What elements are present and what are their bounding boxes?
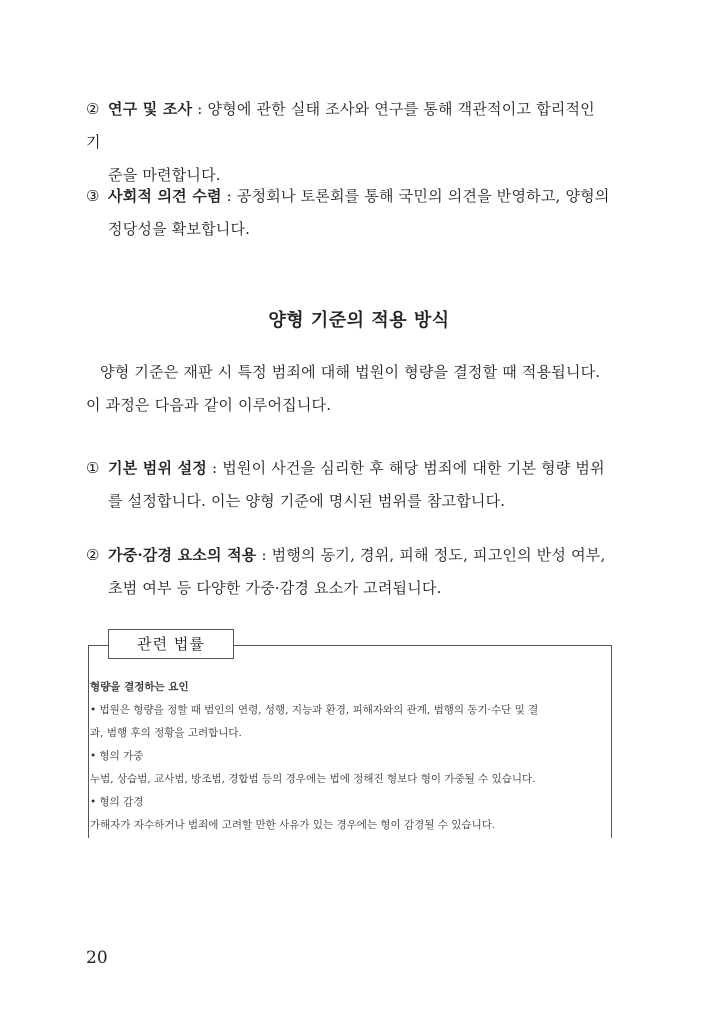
box-line: • 법원은 형량을 정할 때 범인의 연령, 성행, 지능과 환경, 피해자와의 관계, 범행의 동기·수단 및 결 bbox=[90, 704, 539, 716]
item-text-continued: 초범 여부 등 다양한 가중·감경 요소가 고려됩니다. bbox=[108, 579, 442, 597]
item-term: 사회적 의견 수렴 bbox=[108, 187, 222, 205]
box-title: 형량을 결정하는 요인 bbox=[90, 681, 189, 693]
item-text: : 법원이 사건을 심리한 후 해당 범죄에 대한 기본 형량 범위 bbox=[207, 459, 605, 477]
box-line: • 형의 감경 bbox=[90, 796, 144, 808]
item-marker: ② bbox=[86, 100, 100, 118]
box-line: 과, 범행 후의 정황을 고려합니다. bbox=[90, 727, 242, 739]
item-term: 연구 및 조사 bbox=[108, 100, 193, 118]
list-item-basic-range bbox=[86, 452, 614, 518]
item-term: 가중·감경 요소의 적용 bbox=[108, 546, 257, 564]
intro-line: 이 과정은 다음과 같이 이루어집니다. bbox=[86, 396, 332, 414]
intro-line: 양형 기준은 재판 시 특정 범죄에 대해 법원이 형량을 결정할 때 적용됩니다. bbox=[100, 363, 601, 381]
list-item-adjustments bbox=[86, 539, 614, 605]
list-item-research bbox=[86, 93, 614, 192]
item-term: 기본 범위 설정 bbox=[108, 459, 207, 477]
item-marker: ② bbox=[86, 546, 100, 564]
item-text: : 범행의 동기, 경위, 피해 정도, 피고인의 반성 여부, bbox=[256, 546, 606, 564]
list-item-public-opinion bbox=[86, 180, 614, 246]
item-text-continued: 를 설정합니다. 이는 양형 기준에 명시된 범위를 참고합니다. bbox=[108, 492, 506, 510]
item-text-continued: 정당성을 확보합니다. bbox=[108, 220, 251, 238]
item-text-continued: 준을 마련합니다. bbox=[108, 166, 221, 184]
box-line: 가해자가 자수하거나 범죄에 고려할 만한 사유가 있는 경우에는 형이 감경될 수 있습니다. bbox=[90, 819, 496, 831]
page-number: 20 bbox=[86, 948, 108, 968]
item-text: : 공청회나 토론회를 통해 국민의 의견을 반영하고, 양형의 bbox=[221, 187, 610, 205]
related-law-tab: 관련 법률 bbox=[108, 629, 234, 659]
item-marker: ③ bbox=[86, 187, 100, 205]
intro-paragraph bbox=[86, 356, 614, 422]
box-line: 누범, 상습범, 교사범, 방조범, 경합범 등의 경우에는 법에 정해진 형보다 형이 가중될 수 있습니다. bbox=[90, 773, 536, 785]
item-text: : 양형에 관한 실태 조사와 연구를 통해 객관적이고 합리적인 기 bbox=[86, 100, 595, 151]
related-law-content bbox=[90, 676, 606, 837]
item-marker: ① bbox=[86, 459, 100, 477]
section-heading: 양형 기준의 적용 방식 bbox=[268, 310, 450, 331]
box-line: • 형의 가중 bbox=[90, 750, 144, 762]
